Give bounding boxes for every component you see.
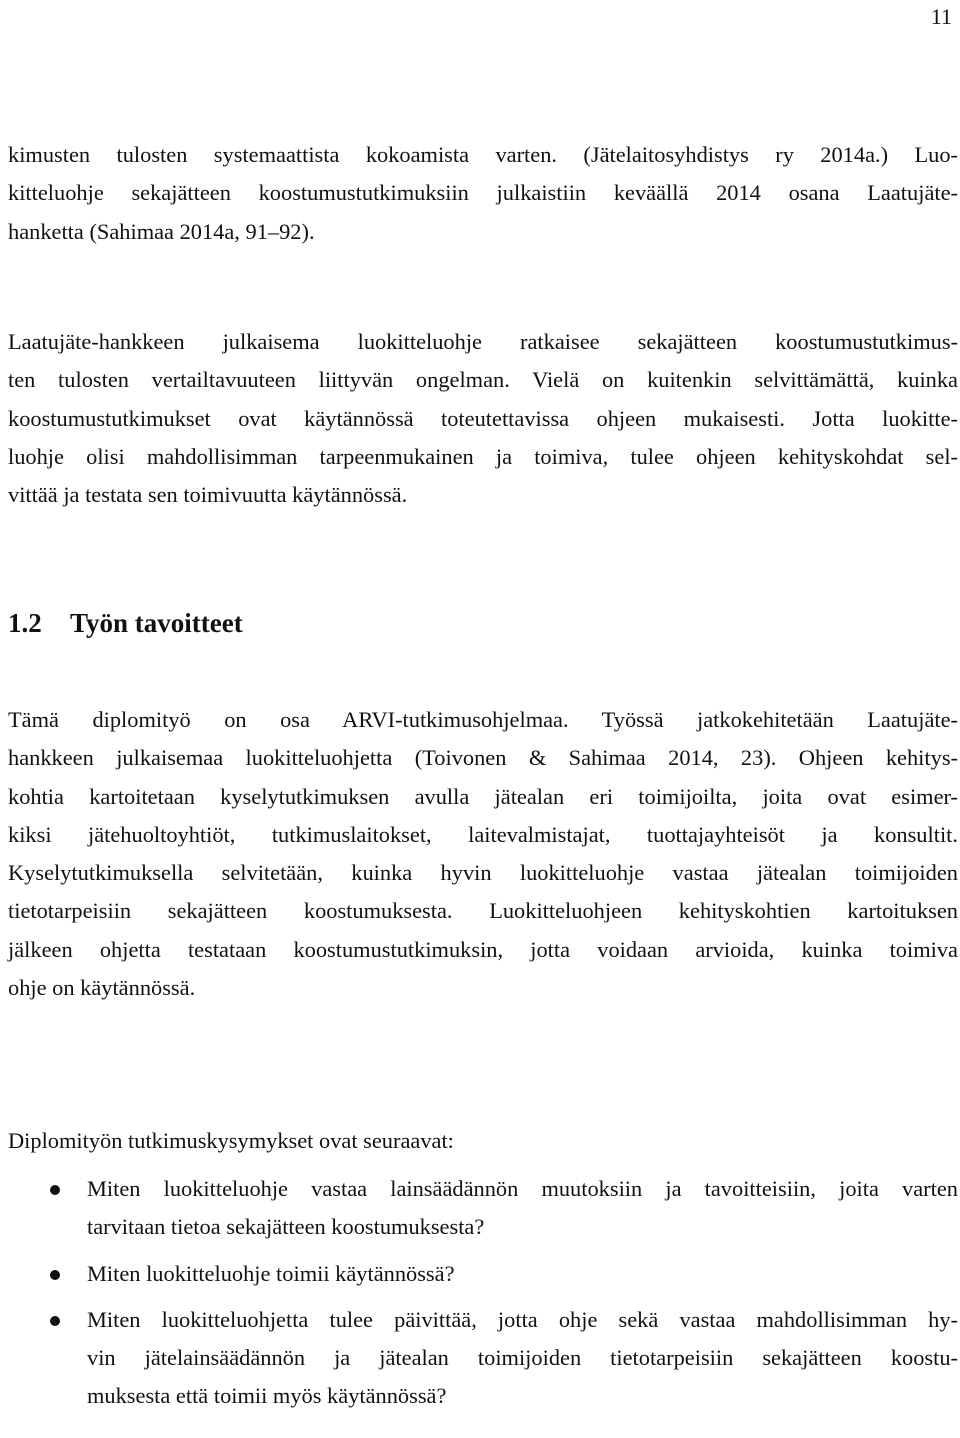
text-line: vittää ja testata sen toimivuutta käytännössä. [8, 482, 408, 508]
list-item [8, 1255, 958, 1293]
paragraph-4 [8, 1122, 958, 1160]
bullet-icon [50, 1316, 60, 1326]
research-questions-list [8, 1170, 958, 1424]
text-line: kiksi jätehuoltoyhtiöt, tutkimuslaitokset, laitevalmistajat, tuottajayhteisöt ja konsultit. [8, 821, 958, 847]
paragraph-3 [8, 701, 958, 1007]
text-line: ten tulosten vertailtavuuteen liittyvän ongelman. Vielä on kuitenkin selvittämättä, kuinka [8, 367, 958, 393]
text-line: jälkeen ohjetta testataan koostumustutkimuksin, jotta voidaan arvioida, kuinka toimiva [8, 936, 958, 962]
text-line: vin jätelainsäädännön ja jätealan toimijoiden tietotarpeisiin sekajätteen koostu- [87, 1345, 958, 1371]
text-line: hankkeen julkaisemaa luokitteluohjetta (Toivonen & Sahimaa 2014, 23). Ohjeen kehitys- [8, 745, 958, 771]
section-title: Työn tavoitteet [70, 608, 243, 638]
page-number: 11 [930, 4, 952, 29]
section-number: 1.2 [8, 608, 42, 638]
text-line: tietotarpeisiin sekajätteen koostumuksesta. Luokitteluohjeen kehityskohtien kartoituksen [8, 898, 958, 924]
bullet-icon [50, 1270, 60, 1280]
text-line: hanketta (Sahimaa 2014a, 91–92). [8, 218, 315, 244]
section-heading [8, 603, 243, 643]
text-line: tarvitaan tietoa sekajätteen koostumuksesta? [87, 1214, 485, 1240]
text-line: Kyselytutkimuksella selvitetään, kuinka hyvin luokitteluohje vastaa jätealan toimijoiden [8, 860, 958, 886]
text-line: koostumustutkimukset ovat käytännössä toteutettavissa ohjeen mukaisesti. Jotta luokitte- [8, 405, 958, 431]
text-line: kohtia kartoitetaan kyselytutkimuksen avulla jätealan eri toimijoilta, joita ovat esimer- [8, 783, 958, 809]
text-line: muksesta että toimii myös käytännössä? [87, 1383, 447, 1409]
text-line: kitteluohje sekajätteen koostumustutkimuksiin julkaistiin keväällä 2014 osana Laatujäte- [8, 180, 958, 206]
list-item [8, 1301, 958, 1416]
text-line: kimusten tulosten systemaattista kokoamista varten. (Jätelaitosyhdistys ry 2014a.) Luo- [8, 142, 958, 167]
text-line: Laatujäte-hankkeen julkaisema luokitteluohje ratkaisee sekajätteen koostumustutkimus- [8, 329, 958, 354]
text-line: Diplomityön tutkimuskysymykset ovat seuraavat: [8, 1128, 454, 1153]
text-line: Miten luokitteluohje vastaa lainsäädännön muutoksiin ja tavoitteisiin, joita varten [87, 1176, 958, 1201]
list-item [8, 1170, 958, 1247]
bullet-icon [50, 1185, 60, 1195]
paragraph-2 [8, 323, 958, 514]
text-line: ohje on käytännössä. [8, 975, 196, 1001]
text-line: Miten luokitteluohjetta tulee päivittää, jotta ohje sekä vastaa mahdollisimman hy- [87, 1306, 958, 1332]
paragraph-1 [8, 136, 958, 251]
text-line: luohje olisi mahdollisimman tarpeenmukainen ja toimiva, tulee ohjeen kehityskohdat sel- [8, 443, 958, 469]
text-line: Tämä diplomityö on osa ARVI-tutkimusohjelmaa. Työssä jatkokehitetään Laatujäte- [8, 707, 958, 732]
text-line: Miten luokitteluohje toimii käytännössä? [87, 1260, 455, 1286]
